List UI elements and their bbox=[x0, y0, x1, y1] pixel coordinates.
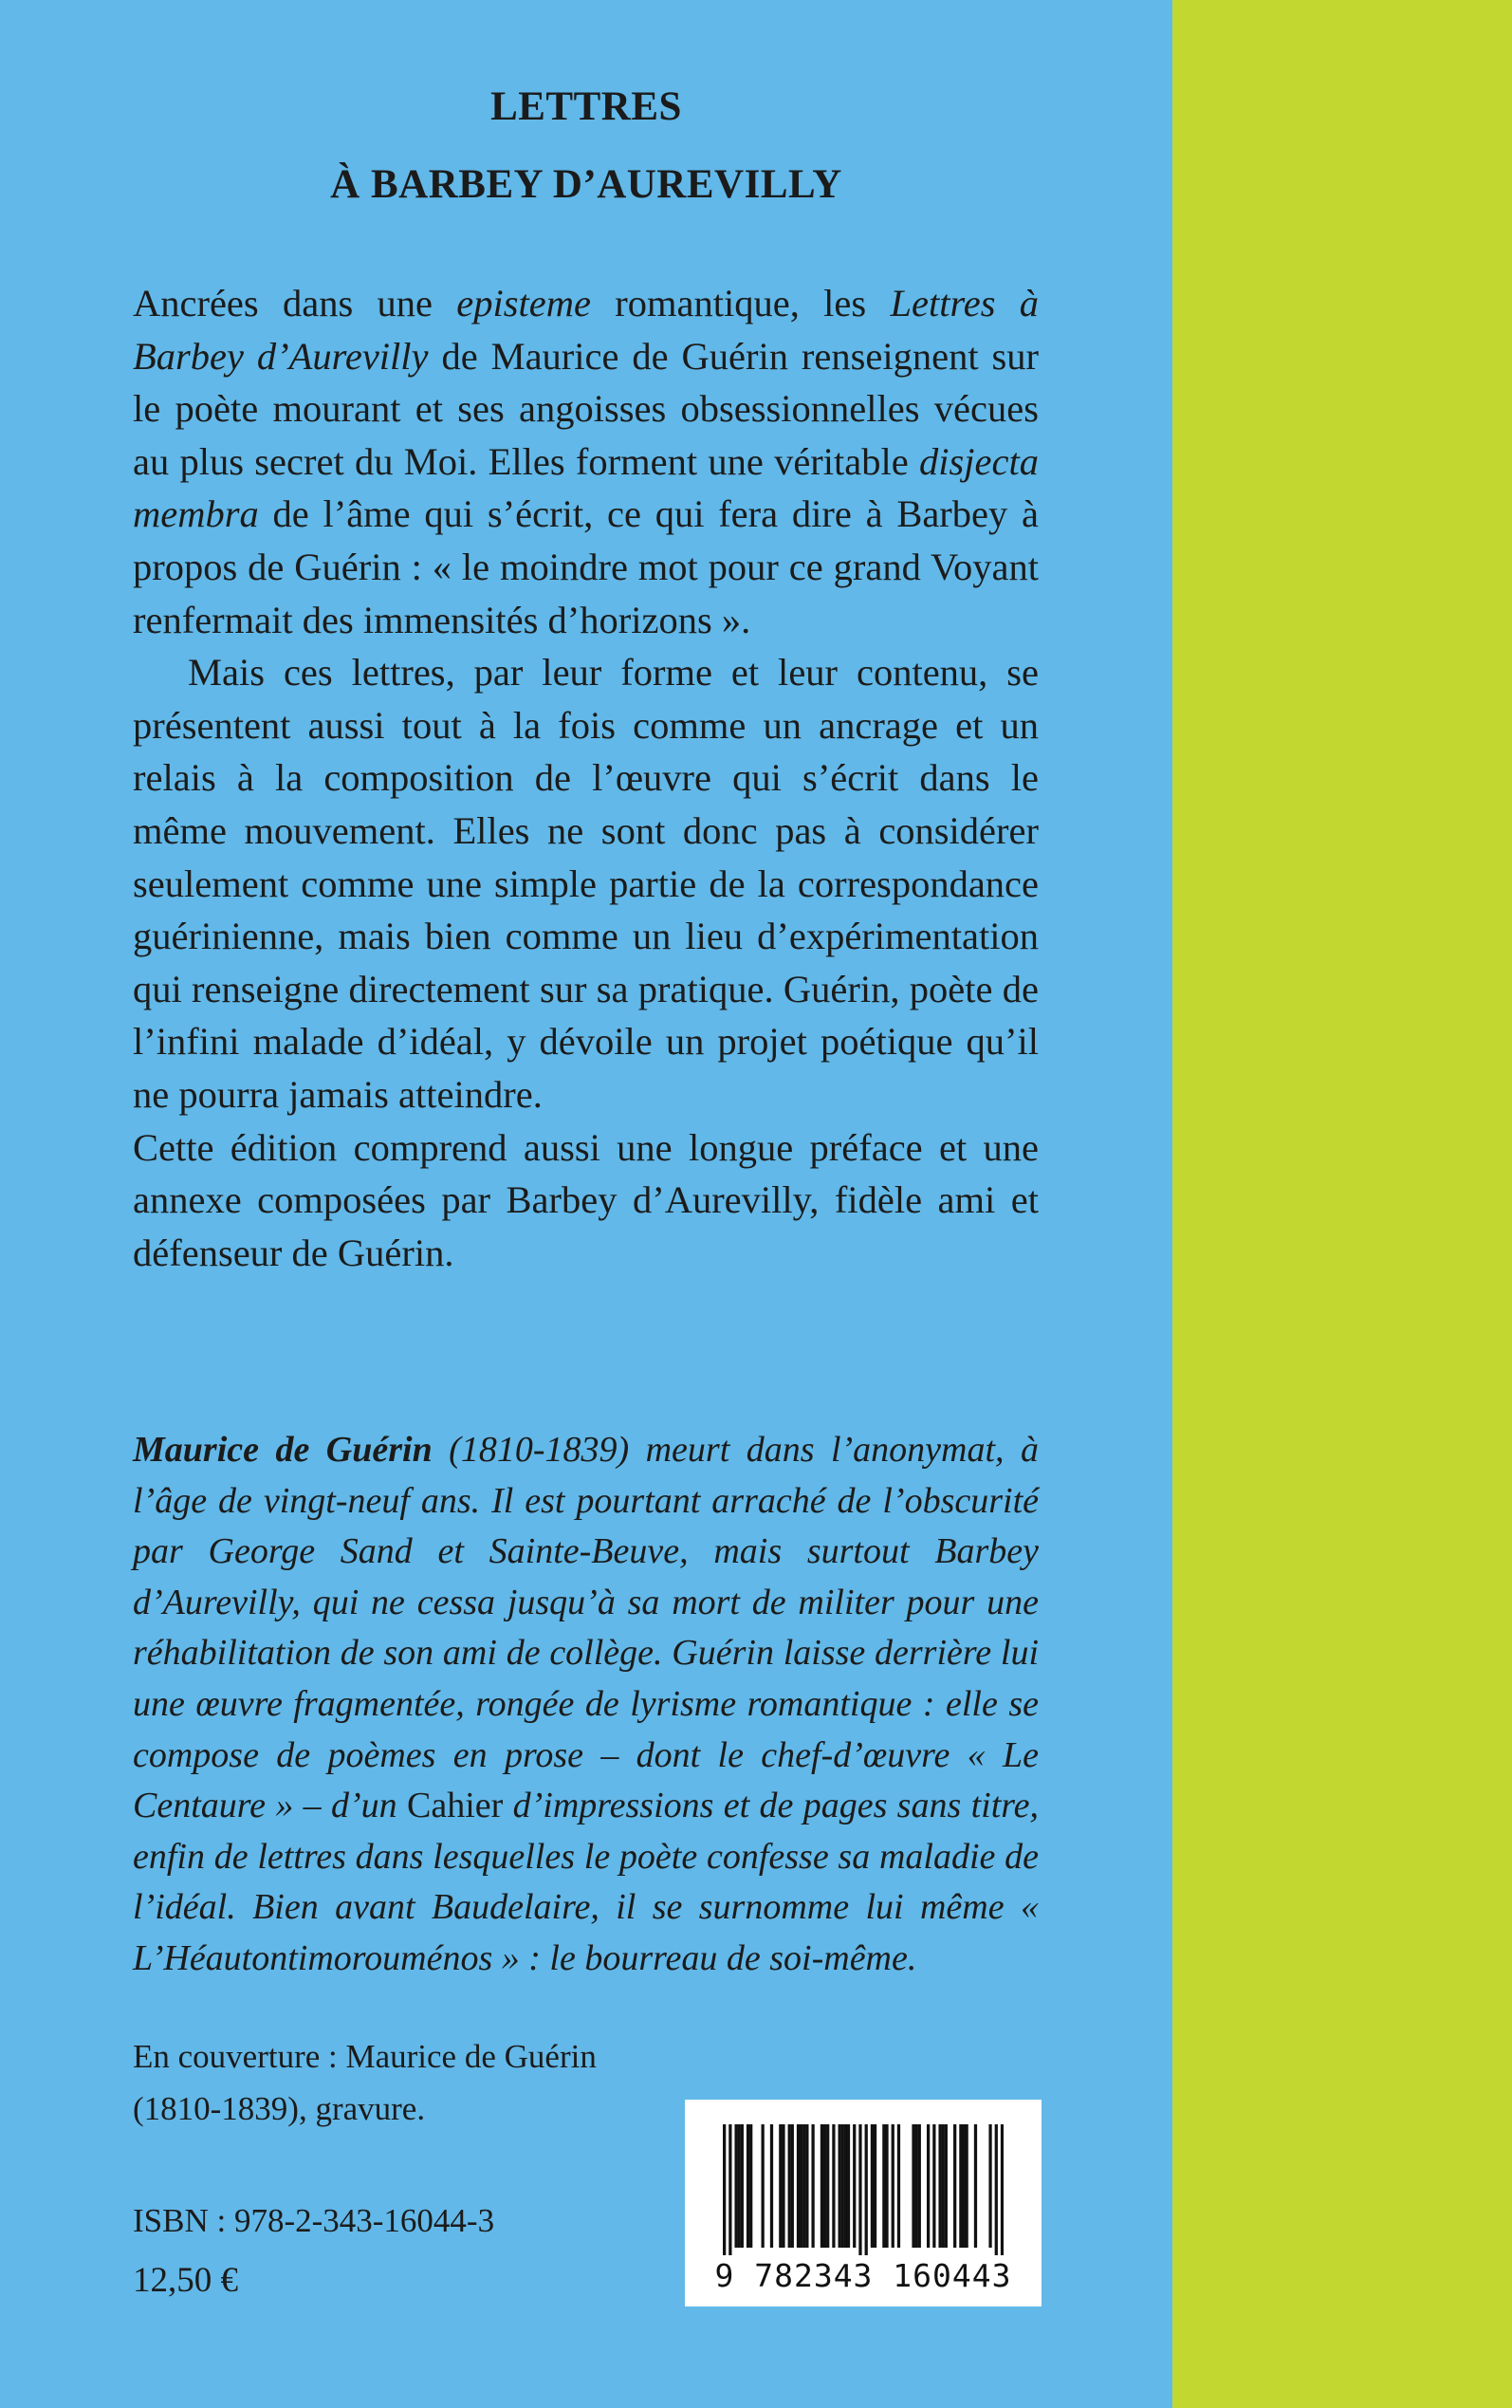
barcode-bar bbox=[953, 2124, 956, 2248]
barcode-bar bbox=[927, 2124, 930, 2248]
barcode-bar bbox=[805, 2124, 808, 2248]
barcode-bar bbox=[932, 2124, 935, 2248]
barcode-bar bbox=[938, 2124, 941, 2248]
barcode-bar bbox=[762, 2124, 765, 2248]
barcode-bar bbox=[988, 2124, 991, 2248]
barcode-bar bbox=[871, 2124, 874, 2248]
barcode-bar bbox=[741, 2124, 744, 2248]
barcode-bar bbox=[912, 2124, 914, 2248]
barcode-bar bbox=[945, 2124, 948, 2248]
bio-text-2: d’impressions et de pages sans titre, enfin de lettres dans lesquelles le poète confesse sa maladie de l’idéal. Bien avant Baudelaire, il se surnomme lui même « L’Héautontimorouménos » : le bourreau de soi-même. bbox=[133, 1786, 1039, 1978]
cover-credit-line-1: En couverture : Maurice de Guérin bbox=[133, 2038, 597, 2075]
barcode-bar bbox=[841, 2124, 844, 2248]
barcode-bar bbox=[897, 2124, 900, 2248]
barcode-bar bbox=[791, 2124, 794, 2248]
barcode-bar bbox=[779, 2124, 782, 2248]
barcode-bar bbox=[915, 2124, 918, 2248]
p1-text-e: de Maurice de Guérin renseignent sur le poète mourant et ses angoisses obsessionnelles vécues au plus secret du Moi. Elles forment une véritable bbox=[133, 334, 1039, 483]
bio-roman-cahier: Cahier bbox=[406, 1786, 504, 1826]
barcode-bar bbox=[858, 2124, 861, 2255]
bio-text-1: (1810-1839) meurt dans l’anonymat, à l’âge de vingt-neuf ans. Il est pourtant arraché de l’obscurité par George Sand et Sainte-Beuve, mais surtout Barbey d’Aurevilly, qui ne cessa jusqu’à sa mort de militer pour une réhabilitation de son ami de collège. Guérin laisse derrière lui une œuvre fragmentée, rongée de lyrisme romantique : elle se compose de poèmes en prose – dont le chef-d’œuvre « Le Centaure » – d’un bbox=[133, 1430, 1040, 1826]
p1-italic-book-title: Lettres à Barbey d’Aurevilly bbox=[133, 282, 1040, 378]
barcode-bars bbox=[723, 2124, 1004, 2255]
barcode-bar bbox=[885, 2124, 888, 2248]
barcode-bar bbox=[797, 2124, 800, 2248]
description-paragraph-2: Mais ces lettres, par leur forme et leur contenu, se présentent aussi tout à la fois comme un ancrage et un relais à la composition de l’œuvre qui s’écrit dans le même mouvement. Elles ne sont donc pas à considérer seulement comme une simple partie de la correspondance guérinienne, mais bien comme un lieu d’expérimentation qui renseigne directement sur sa pratique. Guérin, poète de l’infini malade d’idéal, y dévoile un projet poétique qu’il ne pourra jamais atteindre. bbox=[133, 651, 1039, 1116]
barcode-bar bbox=[844, 2124, 847, 2248]
barcode-bar bbox=[802, 2124, 805, 2248]
p1-text-g: de l’âme qui s’écrit, ce qui fera dire à Barbey à propos de Guérin : « le moindre mot pour ce grand Voyant renfermait des immensités d’horizons ». bbox=[133, 492, 1039, 641]
title-line-2: À BARBEY D’AUREVILLY bbox=[330, 162, 842, 207]
barcode-bar bbox=[823, 2124, 826, 2248]
barcode-bar bbox=[974, 2124, 977, 2248]
barcode-bar bbox=[918, 2124, 921, 2248]
isbn-number: ISBN : 978-2-343-16044-3 bbox=[133, 2202, 495, 2239]
p1-text-a: Ancrées dans une bbox=[133, 282, 457, 324]
barcode-bar bbox=[749, 2124, 752, 2248]
barcode-digits: 9 782343 160443 bbox=[714, 2257, 1012, 2294]
p1-text-c: romantique, les bbox=[591, 282, 891, 324]
barcode-bar bbox=[734, 2124, 737, 2248]
p1-italic-disjecta-membra: disjecta membra bbox=[133, 439, 1039, 536]
barcode-bar bbox=[874, 2124, 876, 2248]
green-side-band bbox=[1172, 0, 1512, 2408]
barcode-bar bbox=[723, 2124, 726, 2255]
p1-italic-episteme: episteme bbox=[456, 282, 591, 324]
author-biography bbox=[133, 1425, 1039, 1985]
barcode-bar bbox=[865, 2124, 868, 2255]
barcode-bar bbox=[847, 2124, 850, 2248]
barcode-bar bbox=[882, 2124, 885, 2248]
barcode bbox=[685, 2100, 1042, 2306]
title-line-1: LETTRES bbox=[490, 84, 682, 129]
barcode-bar bbox=[853, 2124, 856, 2248]
barcode-bar bbox=[959, 2124, 962, 2248]
barcode-bar bbox=[728, 2124, 731, 2255]
cover-credit-line-2: (1810-1839), gravure. bbox=[133, 2090, 426, 2127]
barcode-bar bbox=[782, 2124, 784, 2248]
barcode-bar bbox=[965, 2124, 968, 2248]
barcode-bar bbox=[942, 2124, 945, 2248]
barcode-bar bbox=[747, 2124, 749, 2248]
author-name: Maurice de Guérin bbox=[133, 1430, 433, 1470]
barcode-bar bbox=[770, 2124, 773, 2248]
barcode-bar bbox=[962, 2124, 965, 2248]
barcode-bar bbox=[738, 2124, 741, 2248]
barcode-bar bbox=[821, 2124, 823, 2248]
barcode-bar bbox=[832, 2124, 835, 2248]
barcode-bar bbox=[1001, 2124, 1004, 2255]
barcode-bar bbox=[892, 2124, 894, 2248]
description-text bbox=[133, 277, 1039, 1279]
barcode-bar bbox=[839, 2124, 841, 2248]
barcode-bar bbox=[995, 2124, 998, 2255]
description-paragraph-1 bbox=[133, 277, 1039, 646]
barcode-bar bbox=[826, 2124, 829, 2248]
description-paragraph-3: Cette édition comprend aussi une longue préface et une annexe composées par Barbey d’Aurevilly, fidèle ami et défenseur de Guérin. bbox=[133, 1125, 1039, 1274]
barcode-bar bbox=[811, 2124, 814, 2248]
barcode-bar bbox=[788, 2124, 791, 2248]
barcode-bar bbox=[800, 2124, 802, 2248]
price: 12,50 € bbox=[133, 2261, 238, 2300]
